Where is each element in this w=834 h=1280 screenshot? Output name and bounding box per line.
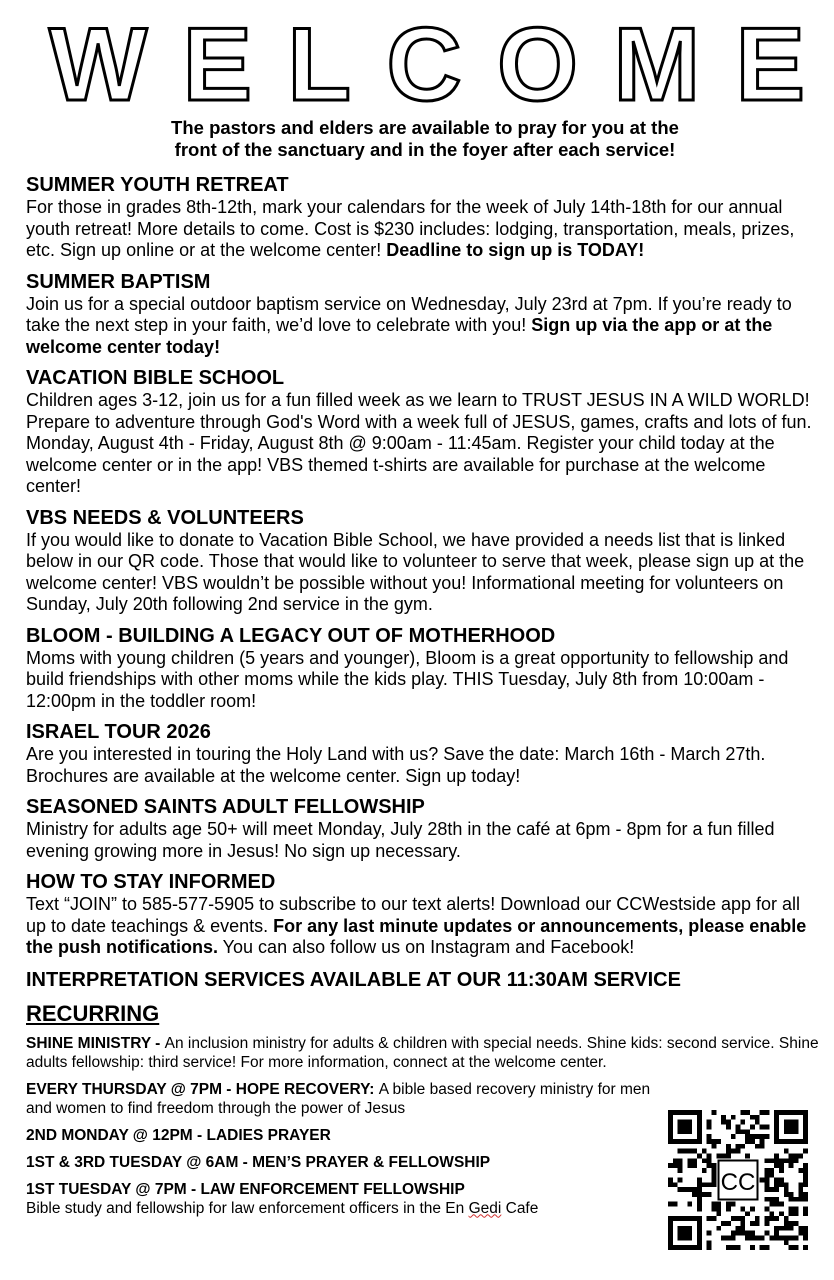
recurring-ladies-prayer: 2ND MONDAY @ 12PM - LADIES PRAYER	[26, 1126, 331, 1144]
recurring-shine-ministry: SHINE MINISTRY - An inclusion ministry for adults & children with special needs. Shine kids: second service. Shine adults fellowship: third service! For more information, connect at the welcome center.	[26, 1034, 819, 1071]
recurring-hope-recovery: EVERY THURSDAY @ 7PM - HOPE RECOVERY: A bible based recovery ministry for men and women to find freedom through the power of Jesus	[26, 1080, 651, 1117]
section-summer-youth-retreat	[26, 174, 824, 262]
prayer-intro	[26, 117, 824, 161]
section-body: Text “JOIN” to 585-577-5905 to subscribe to our text alerts! Download our CCWestside app for all up to date teachings & events. For any last minute updates or announcements, please enable the push notifications. You can also follow us on Instagram and Facebook!	[26, 894, 807, 957]
prayer-intro-line-2: front of the sanctuary and in the foyer after each service!	[174, 139, 676, 160]
section-israel-tour	[26, 721, 824, 787]
recurring-law-enforcement: 1ST TUESDAY @ 7PM - LAW ENFORCEMENT FELLOWSHIP Bible study and fellowship for law enforcement officers in the En Gedi Cafe	[26, 1180, 539, 1217]
push-notification-note: For any last minute updates or announcements, please enable the push notifications.	[26, 915, 807, 957]
welcome-title-text: WELCOME	[49, 14, 805, 108]
section-title: SUMMER BAPTISM	[26, 270, 211, 293]
section-body: Moms with young children (5 years and younger), Bloom is a great opportunity to fellowship and build friendships with other moms while the kids play. THIS Tuesday, July 8th from 10:00am - 12:00pm in the toddler room!	[26, 647, 789, 711]
section-title: HOW TO STAY INFORMED	[26, 871, 276, 893]
interpretation-banner: INTERPRETATION SERVICES AVAILABLE AT OUR 11:30AM SERVICE	[26, 968, 681, 991]
announcements	[26, 174, 824, 1218]
section-vacation-bible-school	[26, 367, 824, 498]
section-title: SEASONED SAINTS ADULT FELLOWSHIP	[26, 796, 425, 818]
section-body: Ministry for adults age 50+ will meet Monday, July 28th in the café at 6pm - 8pm for a fun filled evening growing more in Jesus! No sign up necessary.	[26, 819, 775, 861]
section-title: SUMMER YOUTH RETREAT	[26, 174, 289, 196]
prayer-intro-line-1: The pastors and elders are available to pray for you at the	[171, 117, 679, 138]
section-title: ISRAEL TOUR 2026	[26, 721, 211, 743]
section-title: VBS NEEDS & VOLUNTEERS	[26, 506, 304, 529]
section-body: Are you interested in touring the Holy Land with us? Save the date: March 16th - March 27th. Brochures are available at the welcome center. Sign up today!	[26, 744, 766, 786]
qr-code-icon[interactable]	[668, 1110, 808, 1250]
section-body: For those in grades 8th-12th, mark your calendars for the week of July 14th-18th for our annual youth retreat! More details to come. Cost is $230 includes: lodging, transportation, meals, prizes, etc. Sign up online or at the welcome center! Deadline to sign up is TODAY!	[26, 197, 795, 260]
section-body: If you would like to donate to Vacation Bible School, we have provided a needs list that is linked below in our QR code. Those that would like to volunteer to serve that week, please sign up at the welcome center! VBS wouldn’t be possible without you! Informational meeting for volunteers on Sunday, July 20th following 2nd service in the gym.	[26, 529, 805, 614]
spellcheck-word: Gedi	[468, 1199, 502, 1217]
section-bloom	[26, 625, 824, 713]
recurring-mens-prayer: 1ST & 3RD TUESDAY @ 6AM - MEN’S PRAYER & FELLOWSHIP	[26, 1153, 491, 1171]
section-title: VACATION BIBLE SCHOOL	[26, 367, 285, 389]
section-body: Join us for a special outdoor baptism service on Wednesday, July 23rd at 7pm. If you’re ready to take the next step in your faith, we’d love to celebrate with you! Sign up via the app or at the welcome center today!	[26, 293, 792, 357]
section-summer-baptism	[26, 271, 824, 359]
section-title: BLOOM - BUILDING A LEGACY OUT OF MOTHERHOOD	[26, 624, 556, 647]
deadline-note: Deadline to sign up is TODAY!	[386, 240, 645, 260]
section-body: Children ages 3-12, join us for a fun filled week as we learn to TRUST JESUS IN A WILD WORLD! Prepare to adventure through God's Word with a week full of JESUS, games, crafts and lots of fun. Monday, August 4th - Friday, August 8th @ 9:00am - 11:45am. Register your child today at the welcome center or in the app! VBS themed t-shirts are available for purchase at the welcome center!	[26, 390, 812, 496]
section-vbs-needs	[26, 507, 824, 616]
signup-note: Sign up via the app or at the welcome center today!	[26, 315, 773, 357]
section-stay-informed	[26, 871, 824, 959]
qr-center-logo: CC	[720, 1169, 756, 1197]
recurring-heading: RECURRING	[26, 1000, 160, 1026]
section-seasoned-saints	[26, 796, 824, 862]
welcome-title	[44, 14, 810, 108]
